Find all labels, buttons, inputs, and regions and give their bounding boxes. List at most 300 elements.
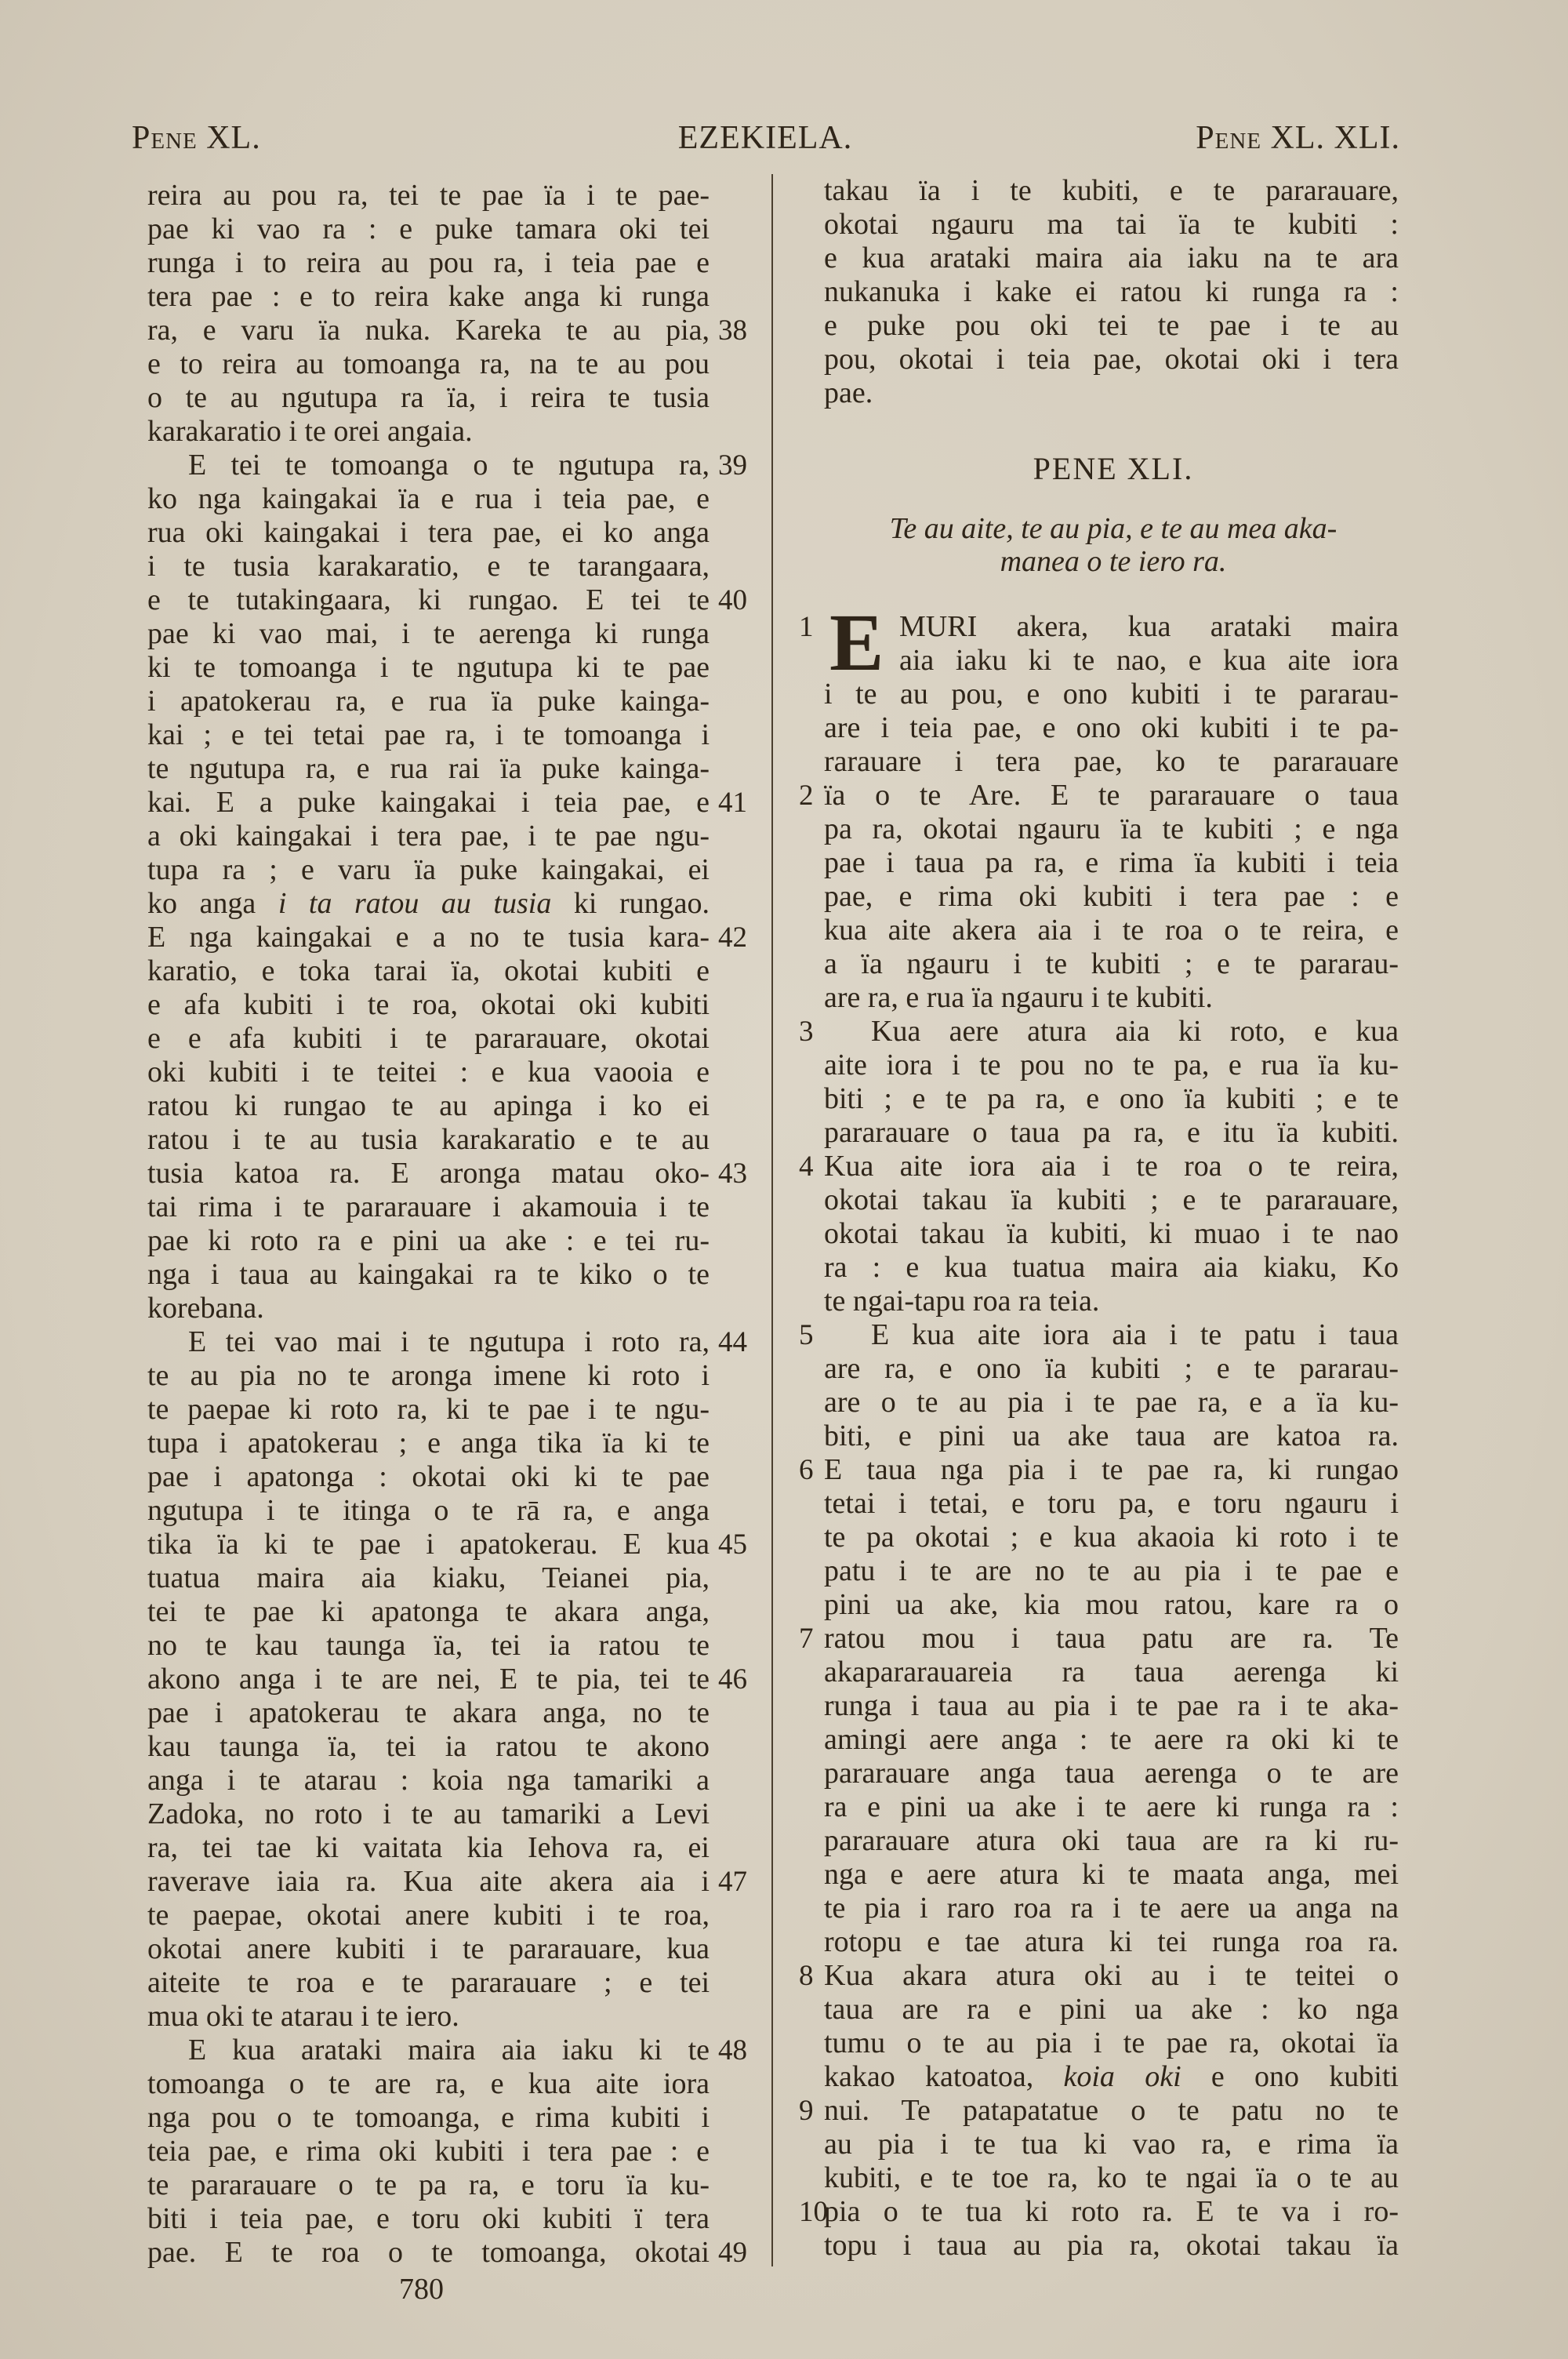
text-line	[147, 887, 710, 921]
line-text	[147, 550, 710, 583]
text-line	[824, 745, 1399, 779]
verse-number: 38	[718, 314, 747, 347]
text-line	[824, 1049, 1399, 1082]
text-line	[147, 1764, 710, 1797]
text-line	[147, 1190, 710, 1224]
line-text	[147, 1190, 710, 1224]
text-run: nga i taua au kaingakai ra te kiko o te	[147, 1258, 710, 1291]
running-header-book-title: EZEKIELA.	[677, 120, 853, 156]
text-run: okotai takau ïa kubiti, ki muao i te nao	[824, 1217, 1399, 1250]
text-run: amingi aere anga : te aere ra oki ki te	[824, 1723, 1399, 1756]
text-run: kai ; e tei tetai pae ra, i te tomoanga i	[147, 718, 710, 751]
column-divider	[771, 174, 773, 2266]
text-run: pararauare atura oki taua are ra ki ru-	[824, 1824, 1399, 1857]
text-line	[147, 213, 710, 246]
text-line	[824, 880, 1399, 914]
verse-number: 47	[718, 1866, 747, 1898]
line-text	[147, 1528, 710, 1561]
text-run: te paepae, okotai anere kubiti i te roa,	[147, 1899, 710, 1932]
line-text	[824, 1217, 1399, 1251]
line-text	[147, 1089, 710, 1123]
text-line	[147, 1865, 747, 1899]
text-line	[824, 1858, 1399, 1892]
text-line	[147, 482, 710, 516]
text-run: runga i to reira au pou ra, i teia pae e	[147, 246, 710, 279]
text-line	[147, 1797, 710, 1831]
line-text	[824, 644, 1399, 678]
text-line	[824, 1588, 1399, 1622]
line-text	[147, 1764, 710, 1797]
line-text	[147, 1258, 710, 1292]
text-run: Zadoka, no roto i te au tamariki a Levi	[147, 1797, 710, 1830]
line-text	[824, 376, 1399, 410]
text-run: teia pae, e rima oki kubiti i tera pae : e	[147, 2135, 710, 2168]
text-line	[824, 174, 1399, 208]
text-run: kau taunga ïa, tei ia ratou te akono	[147, 1730, 710, 1763]
text-line	[147, 2202, 710, 2236]
line-text	[824, 2060, 1399, 2094]
text-run: ratou ki rungao te au apinga i ko ei	[147, 1089, 710, 1122]
line-text	[824, 1892, 1399, 1925]
text-run: i te tusia karakaratio, e te tarangaara,	[147, 550, 710, 583]
text-run: akono anga i te are nei, E te pia, tei te	[147, 1663, 710, 1696]
line-text	[824, 309, 1399, 343]
text-line	[824, 1285, 1399, 1318]
verse-number: 45	[718, 1528, 747, 1561]
verse-number: 42	[718, 921, 747, 954]
page-number: 780	[399, 2273, 444, 2306]
text-run: taua are ra e pini ua ake : ko nga	[824, 1993, 1399, 2026]
text-run: nga pou o te tomoanga, e rima kubiti i	[147, 2101, 710, 2134]
text-run: pae, e rima oki kubiti i tera pae : e	[824, 880, 1399, 913]
line-text	[824, 1015, 1399, 1049]
text-line	[824, 208, 1399, 242]
text-run: nukanuka i kake ei ratou ki runga ra :	[824, 275, 1399, 308]
line-text	[824, 812, 1399, 846]
line-text	[824, 1521, 1399, 1554]
text-run: ra, tei tae ki vaitata kia Iehova ra, ei	[147, 1831, 710, 1864]
text-line	[147, 988, 710, 1022]
text-run: Kua akara atura oki au i te teitei o	[824, 1959, 1399, 1992]
text-line	[824, 1419, 1399, 1453]
text-line	[824, 1824, 1399, 1858]
text-line	[824, 1689, 1399, 1723]
text-line	[824, 1723, 1399, 1757]
verse-number: 10	[799, 2196, 828, 2228]
chapter-heading: PENE XLI.	[1033, 451, 1194, 486]
text-run: pou, okotai i teia pae, okotai oki i tera	[824, 343, 1399, 376]
line-text	[824, 1723, 1399, 1757]
line-text	[147, 2067, 710, 2101]
text-run: e kua arataki maira aia iaku na te ara	[824, 242, 1399, 274]
text-line	[147, 651, 710, 685]
verse-number: 48	[718, 2034, 747, 2066]
text-run: tupa ra ; e varu ïa puke kaingakai, ei	[147, 853, 710, 886]
text-run: pae i taua pa ra, e rima ïa kubiti i teia	[824, 846, 1399, 879]
line-text	[824, 1116, 1399, 1150]
line-text	[824, 981, 1399, 1015]
text-run: au pia i te tua ki vao ra, e rima ïa	[824, 2128, 1399, 2161]
text-line	[147, 2000, 710, 2034]
text-line	[147, 617, 710, 651]
text-run: nga e aere atura ki te maata anga, mei	[824, 1858, 1399, 1891]
text-line	[824, 1993, 1399, 2026]
text-line	[147, 1056, 710, 1089]
text-line	[799, 1453, 1399, 1487]
text-run: ko nga kaingakai ïa e rua i teia pae, e	[147, 482, 710, 515]
text-line	[147, 1932, 710, 1966]
text-run: pae ki vao ra : e puke tamara oki tei	[147, 213, 710, 245]
text-line	[824, 1487, 1399, 1521]
text-line	[824, 846, 1399, 880]
text-line	[147, 752, 710, 786]
line-text	[147, 1325, 710, 1359]
line-text	[147, 1899, 710, 1932]
text-run: pararauare o taua pa ra, e itu ïa kubiti.	[824, 1116, 1399, 1149]
text-line	[824, 1217, 1399, 1251]
text-run: ïa o te Are. E te pararauare o taua	[824, 779, 1399, 812]
text-run: biti ; e te pa ra, e ono ïa kubiti ; e te	[824, 1082, 1399, 1115]
line-text	[824, 610, 1399, 644]
verse-number: 7	[799, 1623, 814, 1655]
text-run: runga i taua au pia i te pae ra i te aka-	[824, 1689, 1399, 1722]
line-text	[824, 1757, 1399, 1790]
text-line	[824, 309, 1399, 343]
line-text	[824, 343, 1399, 376]
line-text	[147, 1157, 710, 1190]
line-text	[147, 246, 710, 280]
line-text	[824, 1554, 1399, 1588]
text-line	[147, 583, 747, 617]
line-text	[147, 853, 710, 887]
text-line	[147, 954, 710, 988]
text-line	[147, 179, 710, 213]
italic-text-run: i ta ratou au tusia	[278, 887, 552, 920]
line-text	[824, 1993, 1399, 2026]
text-run: pararauare anga taua aerenga o te are	[824, 1757, 1399, 1790]
line-text	[147, 1427, 710, 1460]
text-run: aia iaku ki te nao, e kua aite iora	[899, 644, 1399, 677]
line-text	[824, 1150, 1399, 1183]
text-line	[147, 1595, 710, 1629]
text-line	[824, 2128, 1399, 2161]
line-text	[824, 2229, 1399, 2263]
line-text	[147, 2236, 710, 2270]
line-text	[147, 381, 710, 415]
text-run: ratou mou i taua patu are ra. Te	[824, 1622, 1399, 1655]
text-line	[147, 2034, 747, 2067]
text-line	[147, 1528, 747, 1561]
text-run: tumu o te au pia i te pae ra, okotai ïa	[824, 2026, 1399, 2059]
chapter-summary-line: Te au aite, te au pia, e te au mea aka-	[889, 512, 1338, 545]
line-text	[147, 1460, 710, 1494]
text-line	[147, 2236, 747, 2270]
text-line	[799, 610, 1399, 644]
text-run: ratou i te au tusia karakaratio e te au	[147, 1123, 710, 1156]
text-run: a oki kaingakai i tera pae, i te pae ngu-	[147, 820, 710, 852]
text-run: tomoanga o te are ra, e kua aite iora	[147, 2067, 710, 2100]
text-line	[147, 246, 710, 280]
text-run: ko anga	[147, 887, 278, 920]
text-line	[147, 516, 710, 550]
text-run: tusia katoa ra. E aronga matau oko-	[147, 1157, 710, 1190]
text-line	[824, 1116, 1399, 1150]
text-run: kua aite akera aia i te roa o te reira, e	[824, 914, 1399, 947]
line-text	[147, 2000, 710, 2034]
line-text	[824, 1251, 1399, 1285]
text-line	[824, 2026, 1399, 2060]
text-run: MURI akera, kua arataki maira	[899, 610, 1399, 643]
line-text	[147, 887, 710, 921]
line-text	[824, 1318, 1399, 1352]
text-run: pae ki roto ra e pini ua ake : e tei ru-	[147, 1224, 710, 1257]
text-run: tei te pae ki apatonga te akara anga,	[147, 1595, 710, 1628]
verse-number: 2	[799, 780, 814, 812]
text-run: E tei te tomoanga o te ngutupa ra,	[188, 449, 710, 482]
text-line	[824, 678, 1399, 711]
line-text	[824, 1925, 1399, 1959]
line-text	[824, 745, 1399, 779]
text-run: pia o te tua ki roto ra. E te va i ro-	[824, 2195, 1399, 2228]
verse-number: 49	[718, 2237, 747, 2269]
line-text	[147, 988, 710, 1022]
text-line	[147, 1696, 710, 1730]
text-line	[147, 1123, 710, 1157]
text-run: kakao katoatoa,	[824, 2060, 1064, 2093]
text-line	[147, 1157, 747, 1190]
verse-number: 40	[718, 584, 747, 616]
line-text	[147, 954, 710, 988]
text-run: biti, e pini ua ake taua are katoa ra.	[824, 1419, 1399, 1452]
text-line	[824, 376, 1399, 410]
line-text	[824, 1352, 1399, 1386]
line-text	[147, 314, 710, 347]
text-run: pae. E te roa o te tomoanga, okotai	[147, 2236, 710, 2269]
text-line	[147, 280, 710, 314]
text-line	[147, 1561, 710, 1595]
text-run: karatio, e toka tarai ïa, okotai kubiti e	[147, 954, 710, 987]
line-text	[824, 1487, 1399, 1521]
text-line	[824, 1386, 1399, 1419]
text-run: aite iora i te pou no te pa, e rua ïa ku-	[824, 1049, 1399, 1081]
text-line	[824, 1892, 1399, 1925]
text-line	[799, 1015, 1399, 1049]
line-text	[824, 914, 1399, 947]
line-text	[824, 880, 1399, 914]
text-line	[147, 2168, 710, 2202]
text-run: ra : e kua tuatua maira aia kiaku, Ko	[824, 1251, 1399, 1284]
text-run: tupa i apatokerau ; e anga tika ïa ki te	[147, 1427, 710, 1459]
text-run: raverave iaia ra. Kua aite akera aia i	[147, 1865, 710, 1898]
line-text	[824, 1689, 1399, 1723]
line-text	[824, 1824, 1399, 1858]
line-text	[824, 947, 1399, 981]
verse-number: 5	[799, 1319, 814, 1351]
text-run: o te au ngutupa ra ïa, i reira te tusia	[147, 381, 710, 414]
text-run: i apatokerau ra, e rua ïa puke kainga-	[147, 685, 710, 718]
line-text	[824, 2161, 1399, 2195]
line-text	[824, 711, 1399, 745]
text-run: oki kubiti i te teitei : e kua vaooia e	[147, 1056, 710, 1089]
text-run: kubiti, e te toe ra, ko te ngai ïa o te au	[824, 2161, 1399, 2194]
line-text	[147, 685, 710, 718]
text-run: topu i taua au pia ra, okotai takau ïa	[824, 2229, 1399, 2262]
line-text	[147, 786, 710, 820]
chapter-summary-line: manea o te iero ra.	[1000, 545, 1227, 578]
line-text	[824, 1453, 1399, 1487]
line-text	[147, 820, 710, 853]
text-line	[824, 1251, 1399, 1285]
text-run: patu i te are no te au pia i te pae e	[824, 1554, 1399, 1587]
text-run: Kua aere atura aia ki roto, e kua	[871, 1015, 1399, 1048]
text-run: pae i apatokerau te akara anga, no te	[147, 1696, 710, 1729]
text-run: biti i teia pae, e toru oki kubiti ï tera	[147, 2202, 710, 2235]
line-text	[824, 779, 1399, 812]
text-line	[824, 1082, 1399, 1116]
text-run: i te au pou, e ono kubiti i te pararau-	[824, 678, 1399, 711]
text-run: ra e pini ua ake i te aere ki runga ra :	[824, 1790, 1399, 1823]
text-run: nui. Te patapatatue o te patu no te	[824, 2094, 1399, 2127]
line-text	[147, 347, 710, 381]
text-run: E kua arataki maira aia iaku ki te	[188, 2034, 710, 2066]
line-text	[824, 1790, 1399, 1824]
text-line	[824, 2161, 1399, 2195]
text-line	[799, 1622, 1399, 1656]
text-line	[147, 685, 710, 718]
text-line	[824, 1656, 1399, 1689]
text-run: ki rungao.	[551, 887, 710, 920]
line-text	[147, 415, 710, 449]
text-run: reira au pou ra, tei te pae ïa i te pae-	[147, 179, 710, 212]
text-line	[147, 1663, 747, 1696]
text-run: rua oki kaingakai i tera pae, ei ko anga	[147, 516, 710, 549]
running-header-left: Pene XL.	[132, 120, 261, 156]
text-line	[147, 2067, 710, 2101]
line-text	[824, 1858, 1399, 1892]
line-text	[147, 1865, 710, 1899]
text-run: are ra, e rua ïa ngauru i te kubiti.	[824, 981, 1213, 1014]
line-text	[147, 1292, 710, 1325]
text-run: aiteite te roa e te pararauare ; e tei	[147, 1966, 710, 1999]
line-text	[147, 2101, 710, 2135]
text-line	[147, 449, 747, 482]
text-run: te pa okotai ; e kua akaoia ki roto i te	[824, 1521, 1399, 1554]
text-run: e puke pou oki tei te pae i te au	[824, 309, 1399, 342]
text-line	[824, 242, 1399, 275]
line-text	[147, 1022, 710, 1056]
line-text	[147, 1966, 710, 2000]
text-line	[147, 1494, 710, 1528]
text-line	[799, 2094, 1399, 2128]
text-run: no te kau taunga ïa, tei ia ratou te	[147, 1629, 710, 1662]
text-run: e ono kubiti	[1181, 2060, 1399, 2093]
text-run: tika ïa ki te pae i apatokerau. E kua	[147, 1528, 710, 1561]
text-run: kai. E a puke kaingakai i teia pae, e	[147, 786, 710, 819]
verse-number: 46	[718, 1663, 747, 1696]
text-line	[824, 981, 1399, 1015]
text-line	[147, 921, 747, 954]
text-run: E kua aite iora aia i te patu i taua	[871, 1318, 1399, 1351]
line-text	[824, 2195, 1399, 2229]
text-run: E taua nga pia i te pae ra, ki rungao	[824, 1453, 1399, 1486]
text-line	[147, 1966, 710, 2000]
line-text	[824, 1419, 1399, 1453]
text-run: rotopu e tae atura ki tei runga roa ra.	[824, 1925, 1399, 1958]
text-line	[147, 1629, 710, 1663]
text-line	[147, 1292, 710, 1325]
line-text	[824, 1656, 1399, 1689]
text-run: e afa kubiti i te roa, okotai oki kubiti	[147, 988, 710, 1021]
text-line	[147, 314, 747, 347]
line-text	[824, 1959, 1399, 1993]
text-line	[147, 2135, 710, 2168]
italic-text-run: koia oki	[1063, 2060, 1181, 2093]
line-text	[147, 1696, 710, 1730]
line-text	[147, 1224, 710, 1258]
text-run: e to reira au tomoanga ra, na te au pou	[147, 347, 710, 380]
line-text	[824, 2128, 1399, 2161]
text-run: okotai anere kubiti i te pararauare, kua	[147, 1932, 710, 1965]
text-line	[147, 820, 710, 853]
text-run: are o te au pia i te pae ra, e a ïa ku-	[824, 1386, 1399, 1419]
text-run: pae ki vao mai, i te aerenga ki runga	[147, 617, 710, 650]
text-run: tera pae : e to reira kake anga ki runga	[147, 280, 710, 313]
line-text	[147, 718, 710, 752]
text-line	[147, 1325, 747, 1359]
text-run: te paepae ki roto ra, ki te pae i te ngu-	[147, 1393, 710, 1426]
line-text	[147, 280, 710, 314]
text-run: e e afa kubiti i te pararauare, okotai	[147, 1022, 710, 1055]
text-run: te pia i raro roa ra i te aere ua anga na	[824, 1892, 1399, 1925]
text-line	[824, 644, 1399, 678]
verse-number: 39	[718, 449, 747, 482]
text-line	[824, 947, 1399, 981]
text-line	[824, 275, 1399, 309]
text-run: are ra, e ono ïa kubiti ; e te pararau-	[824, 1352, 1399, 1385]
text-line	[147, 2101, 710, 2135]
text-run: te ngai-tapu roa ra teia.	[824, 1285, 1100, 1318]
text-line	[824, 914, 1399, 947]
text-line	[824, 1183, 1399, 1217]
text-run: ngutupa i te itinga o te rā ra, e anga	[147, 1494, 710, 1527]
line-text	[147, 2168, 710, 2202]
line-text	[147, 617, 710, 651]
text-line	[147, 1224, 710, 1258]
text-line	[147, 1831, 710, 1865]
text-line	[824, 1521, 1399, 1554]
text-line	[824, 1925, 1399, 1959]
line-text	[147, 1629, 710, 1663]
line-text	[824, 1588, 1399, 1622]
text-run: takau ïa i te kubiti, e te pararauare,	[824, 174, 1399, 207]
line-text	[147, 1123, 710, 1157]
line-text	[824, 2094, 1399, 2128]
text-line	[147, 1427, 710, 1460]
line-text	[147, 651, 710, 685]
text-line	[147, 1089, 710, 1123]
text-run: E tei vao mai i te ngutupa i roto ra,	[188, 1325, 710, 1358]
line-text	[824, 1285, 1399, 1318]
text-run: a ïa ngauru i te kubiti ; e te pararau-	[824, 947, 1399, 980]
line-text	[147, 1056, 710, 1089]
text-run: korebana.	[147, 1292, 264, 1325]
text-line	[147, 786, 747, 820]
line-text	[824, 1082, 1399, 1116]
line-text	[147, 1561, 710, 1595]
text-run: okotai ngauru ma tai ïa te kubiti :	[824, 208, 1399, 241]
line-text	[147, 1359, 710, 1393]
line-text	[147, 1494, 710, 1528]
